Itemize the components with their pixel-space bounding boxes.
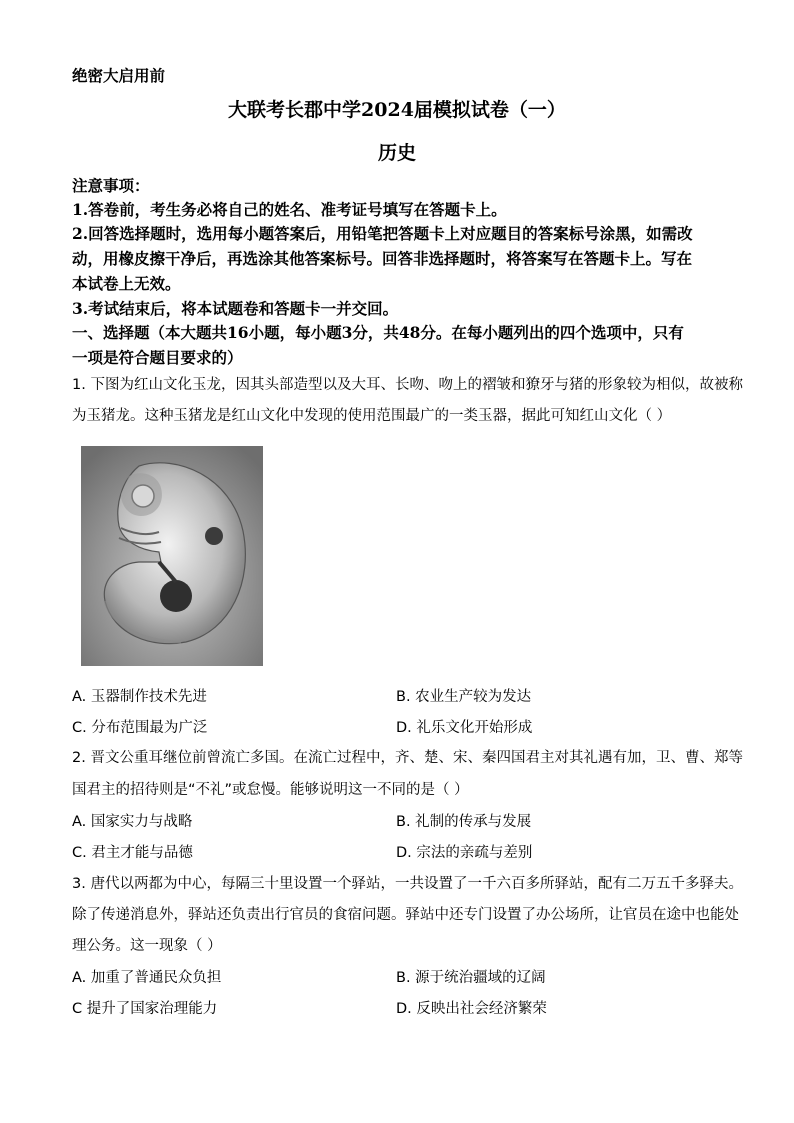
jade-pig-dragon-image (81, 446, 263, 666)
question-1-stem-cont: 为玉猪龙。这种玉猪龙是红山文化中发现的使用范围最广的一类玉器，据此可知红山文化（ ） (72, 408, 672, 424)
question-2-stem-cont: 国君主的招待则是“不礼”或怠慢。能够说明这一不同的是（ ） (72, 782, 469, 798)
question-1-stem: 1. 下图为红山文化玉龙，因其头部造型以及大耳、长吻、吻上的褶皱和獠牙与猪的形象较为相似，故被称 (72, 377, 743, 393)
q1-option-b: B. 农业生产较为发达 (396, 689, 532, 705)
q1-option-d: D. 礼乐文化开始形成 (396, 720, 533, 736)
q3-option-b: B. 源于统治疆域的辽阔 (396, 970, 546, 986)
notice-item: 本试卷上无效。 (72, 274, 181, 293)
question-2-stem: 2. 晋文公重耳继位前曾流亡多国。在流亡过程中，齐、楚、宋、秦四国君主对其礼遇有加，卫、曹、郑等 (72, 750, 743, 766)
question-3-stem-cont: 除了传递消息外，驿站还负责出行官员的食宿问题。驿站中还专门设置了办公场所，让官员在途中也能处 (72, 907, 739, 923)
q3-option-d: D. 反映出社会经济繁荣 (396, 1001, 547, 1017)
section-heading-cont: 一项是符合题目要求的） (72, 348, 243, 367)
question-3-stem-end: 理公务。这一现象（ ） (72, 938, 222, 954)
q2-option-b: B. 礼制的传承与发展 (396, 814, 532, 830)
subject-title: 历史 (377, 142, 416, 164)
notice-item: 3.考试结束后，将本试题卷和答题卡一并交回。 (72, 299, 399, 318)
exam-title: 大联考长郡中学2024届模拟试卷（一） (228, 99, 566, 121)
section-heading: 一、选择题（本大题共16小题，每小题3分，共48分。在每小题列出的四个选项中，只有 (72, 323, 684, 342)
notice-item: 1.答卷前，考生务必将自己的姓名、准考证号填写在答题卡上。 (72, 200, 507, 219)
q3-option-c: C 提升了国家治理能力 (72, 1001, 218, 1017)
notice-item: 2.回答选择题时，选用每小题答案后，用铅笔把答题卡上对应题目的答案标号涂黑，如需改 (72, 224, 693, 243)
q3-option-a: A. 加重了普通民众负担 (72, 970, 222, 986)
question-3-stem: 3. 唐代以两都为中心，每隔三十里设置一个驿站，一共设置了一千六百多所驿站，配有二万五千多驿夫。 (72, 876, 743, 892)
q2-option-d: D. 宗法的亲疏与差别 (396, 845, 533, 861)
notice-heading: 注意事项： (72, 176, 150, 195)
q2-option-c: C. 君主才能与品德 (72, 845, 193, 861)
q2-option-a: A. 国家实力与战略 (72, 814, 193, 830)
secret-label: 绝密大启用前 (72, 66, 166, 85)
q1-option-c: C. 分布范围最为广泛 (72, 720, 208, 736)
notice-item: 动，用橡皮擦干净后，再选涂其他答案标号。回答非选择题时，将答案写在答题卡上。写在 (72, 249, 693, 268)
q1-option-a: A. 玉器制作技术先进 (72, 689, 207, 705)
